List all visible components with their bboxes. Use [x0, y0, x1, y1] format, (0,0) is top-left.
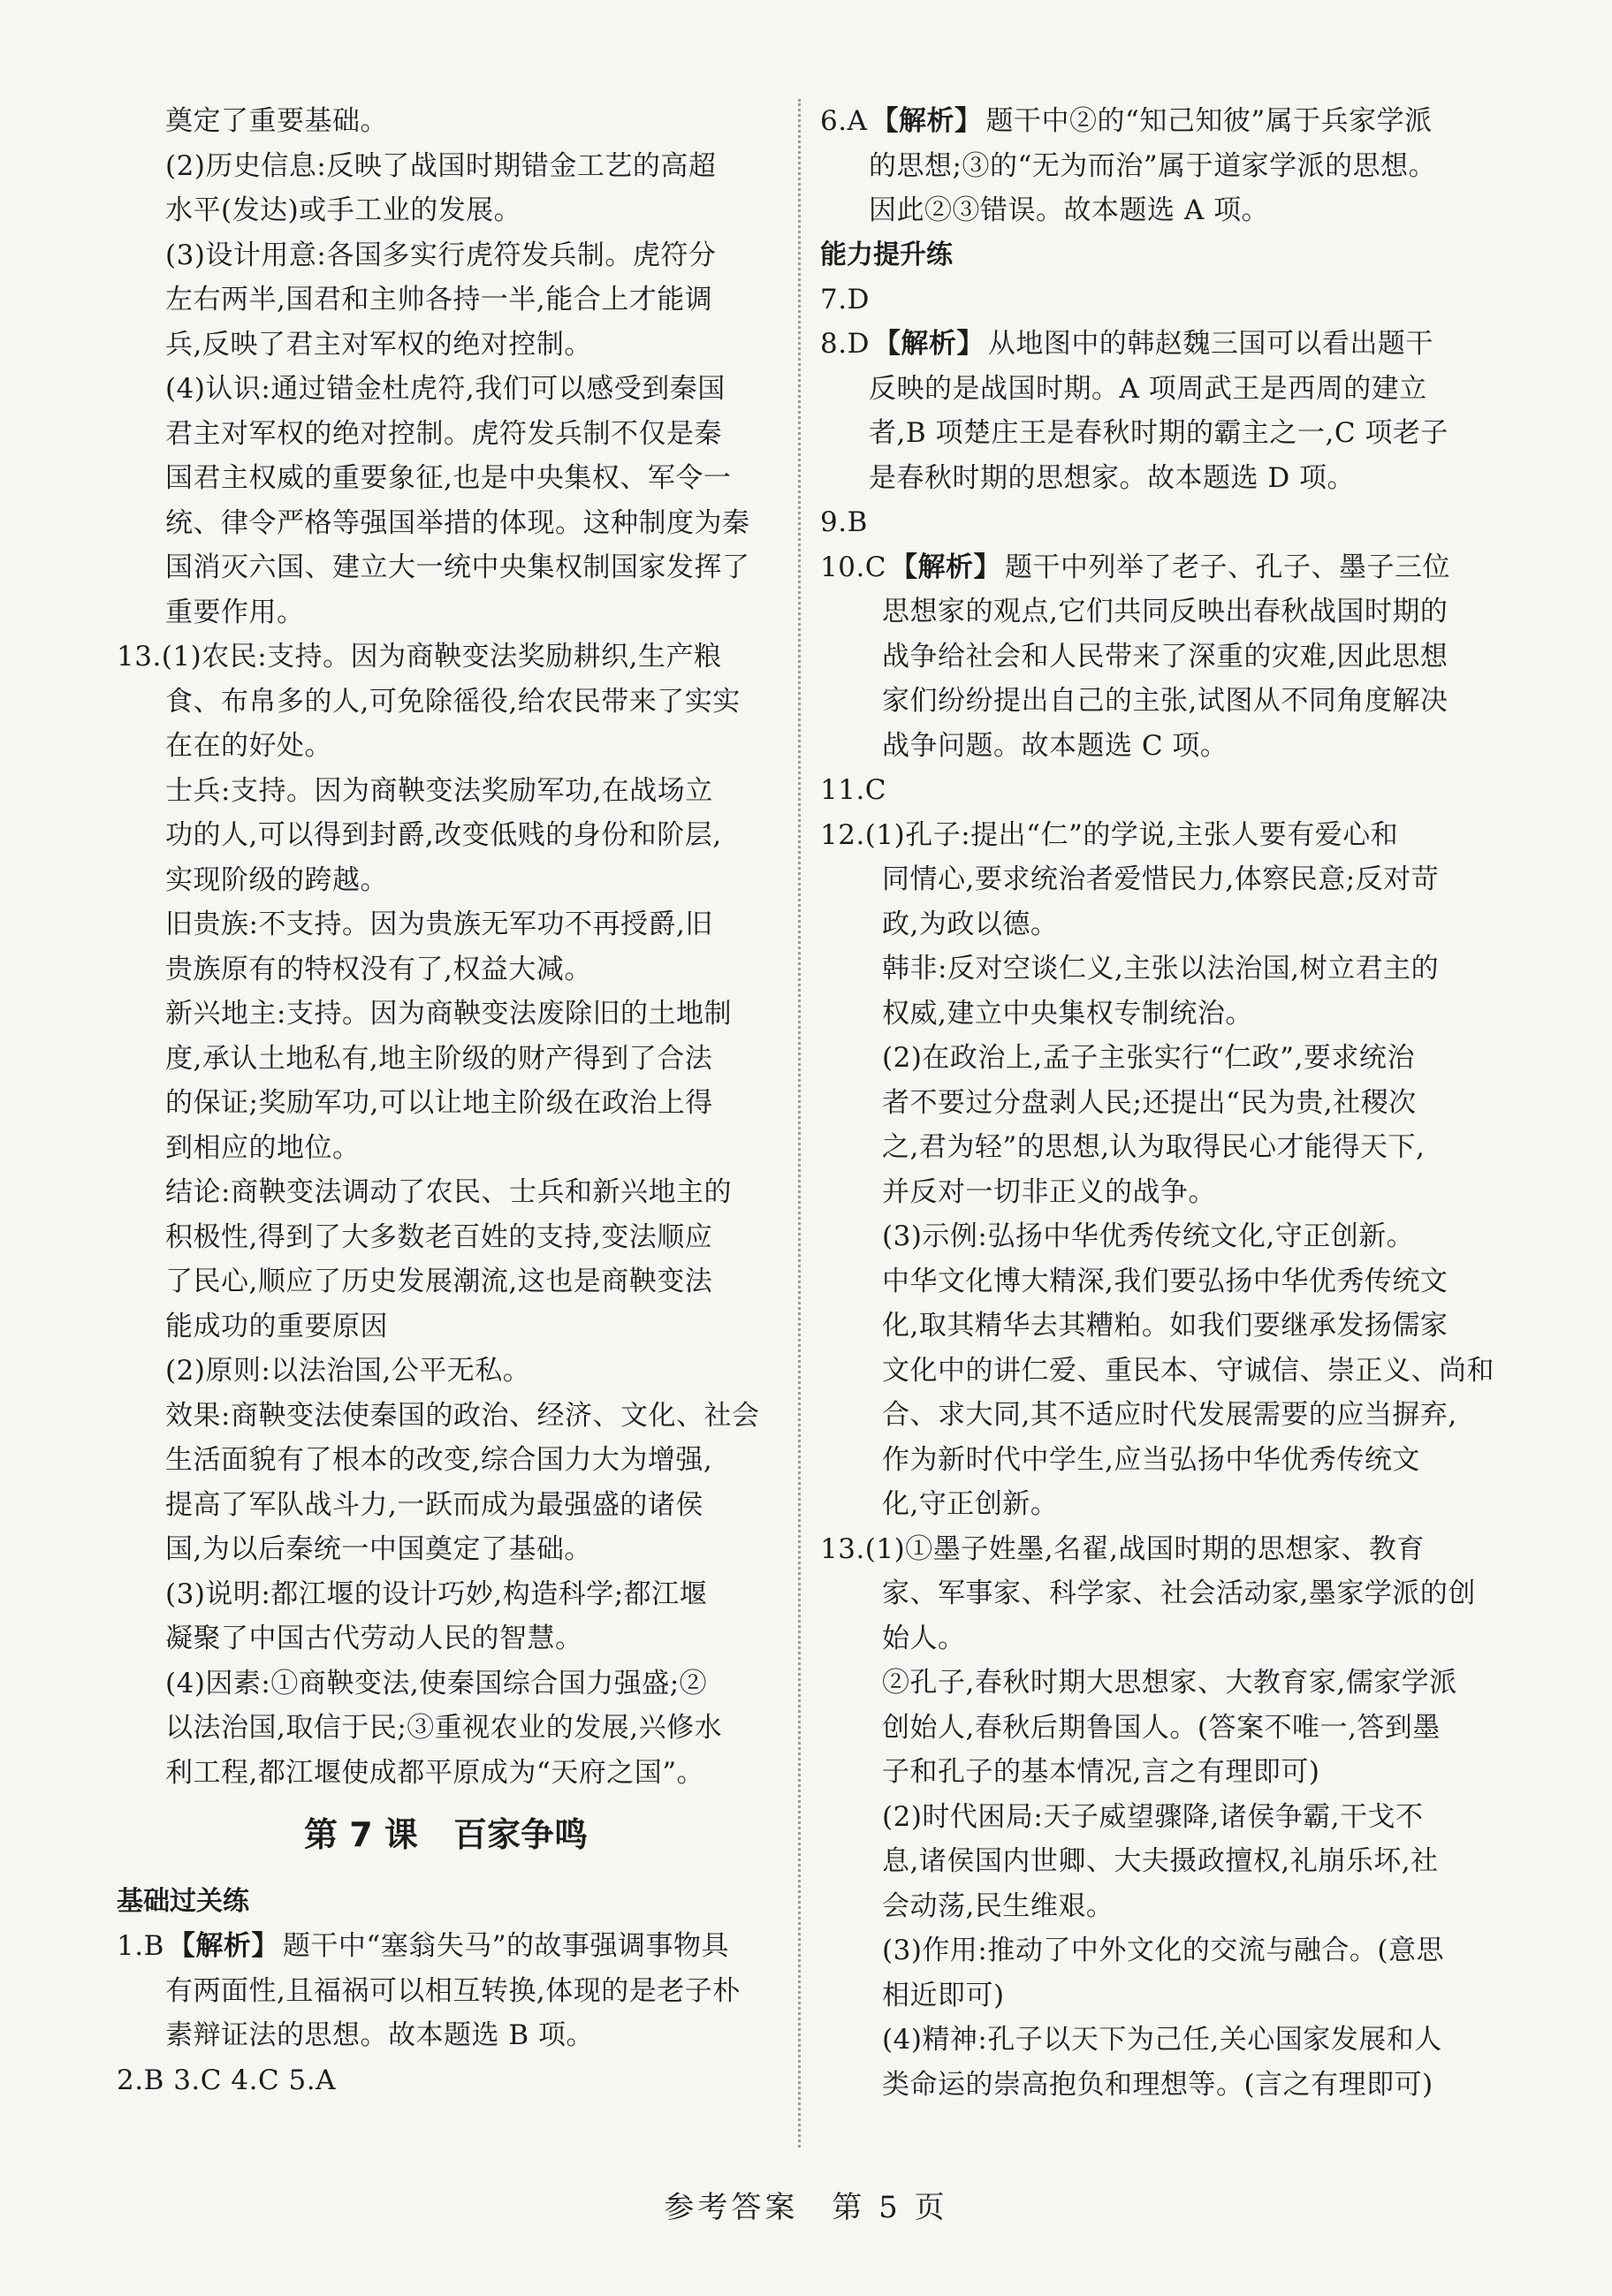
text-line: 国君主权威的重要象征,也是中央集权、军令一 [165, 462, 732, 494]
text-line: 息,诸侯国内世卿、大夫摄政擅权,礼崩乐坏,社 [882, 1845, 1439, 1877]
text-line: 政,为政以德。 [882, 908, 1059, 940]
analysis-text: 从地图中的韩赵魏三国可以看出题干 [987, 328, 1433, 360]
text-line [820, 99, 1479, 144]
column-divider [798, 99, 801, 2148]
text-line: 家们纷纷提出自己的主张,试图从不同角度解决 [882, 685, 1449, 717]
text-line: 在在的好处。 [165, 730, 332, 762]
text-line: 之,君为轻”的思想,认为取得民心才能得天下, [882, 1131, 1426, 1163]
text-line: 奠定了重要基础。 [165, 105, 388, 137]
text-line: 中华文化博大精深,我们要弘扬中华优秀传统文 [882, 1265, 1449, 1297]
analysis-tag: 【解析】 [872, 328, 985, 360]
text-line: 利工程,都江堰使成都平原成为“天府之国”。 [165, 1756, 705, 1789]
text-line [820, 322, 1479, 367]
text-line: 效果:商鞅变法使秦国的政治、经济、文化、社会 [165, 1399, 760, 1432]
analysis-tag: 【解析】 [890, 551, 1002, 583]
text-line: 反映的是战国时期。A 项周武王是西周的建立 [869, 372, 1427, 405]
text-line: 者,B 项楚庄王是春秋时期的霸主之一,C 项老子 [869, 417, 1449, 449]
text-line: 积极性,得到了大多数老百姓的支持,变法顺应 [165, 1220, 713, 1253]
text-line: 兵,反映了君主对军权的绝对控制。 [165, 328, 592, 361]
text-line: 家、军事家、科学家、社会活动家,墨家学派的创 [882, 1578, 1476, 1609]
text-line: 12.(1)孔子:提出“仁”的学说,主张人要有爱心和 [820, 818, 1399, 851]
right-answers [820, 277, 1494, 2108]
text-line: 化,守正创新。 [882, 1488, 1059, 1520]
text-line: 9.B [820, 506, 868, 538]
text-line: (4)因素:①商鞅变法,使秦国综合国力强盛;② [165, 1667, 708, 1699]
text-line: (3)说明:都江堰的设计巧妙,构造科学;都江堰 [165, 1578, 708, 1610]
text-line: 类命运的崇高抱负和理想等。(言之有理即可) [882, 2068, 1433, 2101]
text-line: (2)原则:以法治国,公平无私。 [165, 1355, 531, 1387]
text-line: 旧贵族:不支持。因为贵族无军功不再授爵,旧 [165, 909, 713, 940]
text-line: 文化中的讲仁爱、重民本、守诚信、崇正义、尚和 [882, 1354, 1494, 1387]
text-line: 并反对一切非正义的战争。 [882, 1175, 1216, 1208]
text-line [117, 1924, 775, 1969]
text-line: (2)时代困局:天子威望骤降,诸侯争霸,干戈不 [882, 1800, 1424, 1833]
text-line: 统、律令严格等强国举措的体现。这种制度为秦 [165, 506, 750, 539]
text-line: 始人。 [882, 1622, 966, 1654]
text-line: 权威,建立中央集权专制统治。 [882, 997, 1253, 1030]
text-line: 以法治国,取信于民;③重视农业的发展,兴修水 [165, 1712, 723, 1744]
text-line: 君主对军权的绝对控制。虎符发兵制不仅是秦 [165, 417, 722, 450]
text-line: 度,承认土地私有,地主阶级的财产得到了合法 [165, 1042, 713, 1075]
section-advanced-heading: 能力提升练 [820, 239, 953, 270]
question-number: 1.B [117, 1930, 164, 1962]
text-line: 会动荡,民生维艰。 [882, 1889, 1114, 1922]
text-line: 相近即可) [882, 1979, 1005, 2011]
analysis-tag: 【解析】 [167, 1930, 279, 1962]
text-line: 结论:商鞅变法调动了农民、士兵和新兴地主的 [165, 1176, 732, 1208]
analysis-text: 题干中列举了老子、孔子、墨子三位 [1005, 551, 1451, 583]
left-column [117, 99, 775, 2102]
text-line: 到相应的地位。 [165, 1131, 361, 1164]
question-number: 10.C [820, 551, 887, 583]
lesson-name: 百家争鸣 [452, 1815, 588, 1854]
text-line: 的思想;③的“无为而治”属于道家学派的思想。 [869, 149, 1437, 182]
analysis-text: 题干中“塞翁失马”的故事强调事物具 [282, 1930, 730, 1962]
section-basic-heading: 基础过关练 [117, 1886, 249, 1917]
text-line: 国消灭六国、建立大一统中央集权制国家发挥了 [165, 551, 750, 583]
text-line: (2)历史信息:反映了战国时期错金工艺的高超 [165, 149, 717, 182]
text-line: (3)作用:推动了中外文化的交流与融合。(意思 [882, 1935, 1444, 1966]
lesson-number: 第 7 课 [304, 1815, 418, 1854]
text-line: 贵族原有的特权没有了,权益大减。 [165, 953, 592, 985]
text-line: 化,取其精华去其糟粕。如我们要继承发扬儒家 [882, 1310, 1449, 1342]
text-line: 同情心,要求统治者爱惜民力,体察民意;反对苛 [882, 863, 1440, 895]
text-line: 士兵:支持。因为商鞅变法奖励军功,在战场立 [165, 774, 713, 807]
question-number: 6.A [820, 105, 868, 137]
text-line: 有两面性,且福祸可以相互转换,体现的是老子朴 [165, 1974, 741, 2007]
text-line: 水平(发达)或手工业的发展。 [165, 194, 522, 226]
text-line: 能成功的重要原因 [165, 1310, 388, 1342]
text-line: 合、求大同,其不适应时代发展需要的应当摒弃, [882, 1399, 1457, 1431]
text-line: 功的人,可以得到封爵,改变低贱的身份和阶层, [165, 819, 722, 851]
text-line: 战争问题。故本题选 C 项。 [882, 729, 1228, 762]
text-line: (4)认识:通过错金杜虎符,我们可以感受到秦国 [165, 373, 726, 405]
text-line: 13.(1)①墨子姓墨,名翟,战国时期的思想家、教育 [820, 1532, 1425, 1565]
text-line: 2.B 3.C 4.C 5.A [117, 2064, 336, 2096]
text-line: 左右两半,国君和主帅各持一半,能合上才能调 [165, 284, 713, 316]
question-number: 8.D [820, 328, 870, 360]
text-line: 7.D [820, 283, 870, 316]
text-line: 食、布帛多的人,可免除徭役,给农民带来了实实 [165, 685, 741, 718]
text-line: 作为新时代中学生,应当弘扬中华优秀传统文 [882, 1443, 1420, 1476]
text-line: 新兴地主:支持。因为商鞅变法废除旧的土地制 [165, 998, 732, 1030]
analysis-text: 题干中②的“知己知彼”属于兵家学派 [985, 105, 1433, 137]
text-line: 因此②③错误。故本题选 A 项。 [869, 194, 1270, 226]
text-line: 了民心,顺应了历史发展潮流,这也是商鞅变法 [165, 1266, 713, 1297]
text-line: 子和孔子的基本情况,言之有理即可) [882, 1756, 1320, 1788]
text-line: 战争给社会和人民带来了深重的灾难,因此思想 [882, 640, 1449, 673]
text-line: 重要作用。 [165, 596, 305, 628]
basic-answers [117, 1924, 775, 2102]
text-line: 生活面貌有了根本的改变,综合国力大为增强, [165, 1444, 713, 1476]
text-line: 11.C [820, 774, 887, 806]
text-line: 的保证;奖励军功,可以让地主阶级在政治上得 [165, 1087, 713, 1119]
analysis-tag: 【解析】 [871, 105, 983, 137]
text-line [820, 545, 1479, 590]
left-answers [117, 99, 775, 1795]
text-line: 素辩证法的思想。故本题选 B 项。 [165, 2019, 594, 2051]
text-line: 思想家的观点,它们共同反映出春秋战国时期的 [882, 596, 1449, 627]
text-line: (3)示例:弘扬中华优秀传统文化,守正创新。 [882, 1220, 1415, 1252]
page-footer: 参考答案 第 5 页 [664, 2190, 948, 2225]
text-line: 13.(1)农民:支持。因为商鞅变法奖励耕织,生产粮 [117, 641, 722, 673]
text-line: 创始人,春秋后期鲁国人。(答案不唯一,答到墨 [882, 1711, 1441, 1744]
text-line: 国,为以后秦统一中国奠定了基础。 [165, 1533, 592, 1565]
text-line: (3)设计用意:各国多实行虎符发兵制。虎符分 [165, 239, 717, 271]
text-line: (2)在政治上,孟子主张实行“仁政”,要求统治 [882, 1042, 1415, 1074]
lesson-title [117, 1795, 775, 1880]
text-line: 是春秋时期的思想家。故本题选 D 项。 [869, 461, 1356, 494]
right-column [820, 99, 1494, 2107]
text-line: 实现阶级的跨越。 [165, 863, 388, 896]
text-line: ②孔子,春秋时期大思想家、大教育家,儒家学派 [882, 1667, 1457, 1699]
text-line: 提高了军队战斗力,一跃而成为最强盛的诸侯 [165, 1488, 703, 1521]
text-line: 凝聚了中国古代劳动人民的智慧。 [165, 1623, 583, 1654]
text-line: (4)精神:孔子以天下为己任,关心国家发展和人 [882, 2024, 1442, 2056]
right-top-answers [820, 99, 1479, 233]
text-line: 者不要过分盘剥人民;还提出“民为贵,社稷次 [882, 1086, 1417, 1119]
text-line: 韩非:反对空谈仁义,主张以法治国,树立君主的 [882, 953, 1440, 985]
